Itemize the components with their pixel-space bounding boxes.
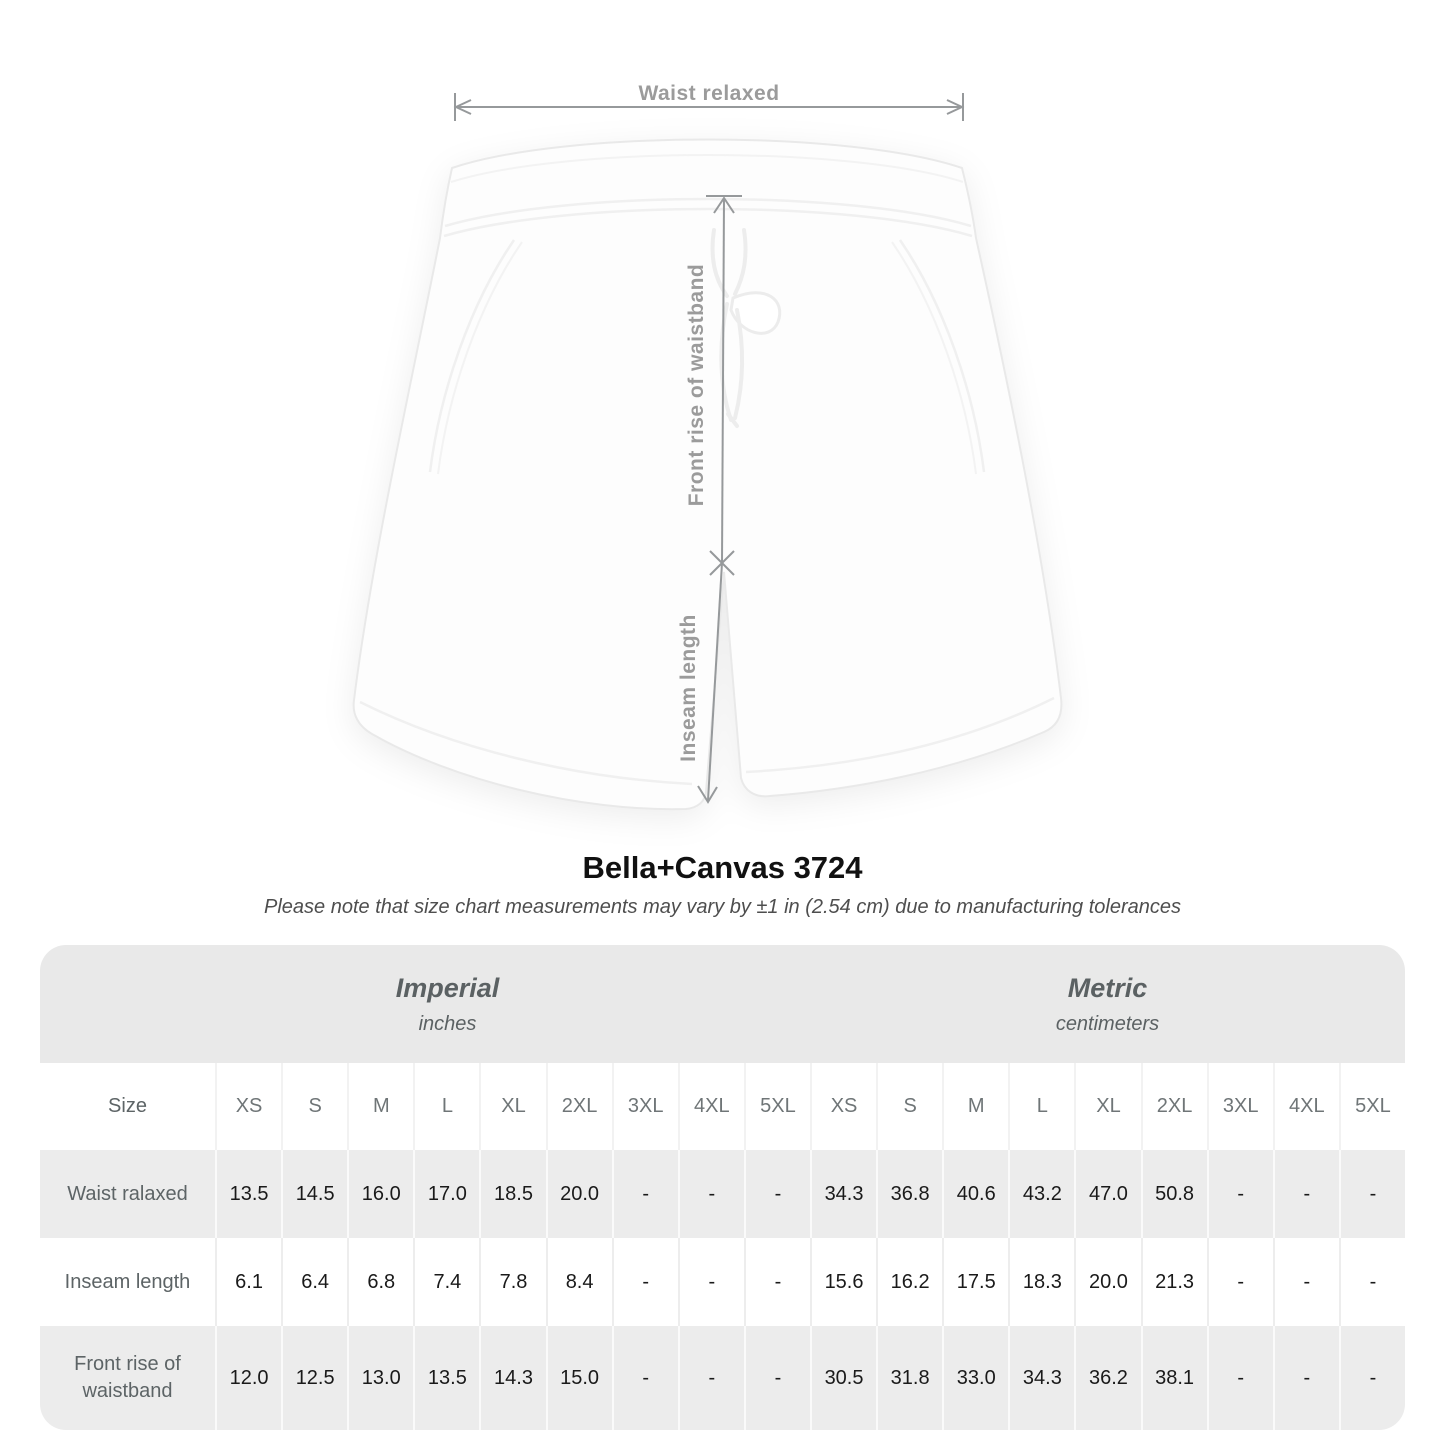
metric-value-cell: - xyxy=(1339,1238,1405,1326)
imperial-value-cell: 6.8 xyxy=(347,1238,413,1326)
imperial-value-cell: 12.5 xyxy=(281,1326,347,1430)
metric-value-cell: 21.3 xyxy=(1141,1238,1207,1326)
imperial-header xyxy=(40,945,810,1063)
metric-value-cell: 36.2 xyxy=(1074,1326,1140,1430)
metric-value-cell: 20.0 xyxy=(1074,1238,1140,1326)
imperial-value-cell: 13.0 xyxy=(347,1326,413,1430)
metric-value-cell: 34.3 xyxy=(1008,1326,1074,1430)
size-table xyxy=(40,1063,1405,1430)
imperial-value-cell: 13.5 xyxy=(413,1326,479,1430)
imperial-value-cell: 6.1 xyxy=(215,1238,281,1326)
metric-value-cell: 30.5 xyxy=(810,1326,876,1430)
front-rise-dimension-label: Front rise of waistband xyxy=(685,263,708,507)
imperial-value-cell: 14.3 xyxy=(479,1326,545,1430)
imperial-value-cell: 16.0 xyxy=(347,1150,413,1238)
size-header-cell: L xyxy=(1008,1063,1074,1150)
metric-value-cell: 34.3 xyxy=(810,1150,876,1238)
imperial-value-cell: 14.5 xyxy=(281,1150,347,1238)
inseam-dimension-label: Inseam length xyxy=(677,614,700,762)
size-table-wrap xyxy=(40,945,1405,1430)
metric-value-cell: - xyxy=(1273,1238,1339,1326)
measurement-row xyxy=(40,1326,1405,1430)
imperial-value-cell: 18.5 xyxy=(479,1150,545,1238)
metric-value-cell: 17.5 xyxy=(942,1238,1008,1326)
imperial-value-cell: 15.0 xyxy=(546,1326,612,1430)
imperial-value-cell: - xyxy=(612,1326,678,1430)
size-table-body xyxy=(40,1063,1405,1430)
imperial-value-cell: - xyxy=(744,1150,810,1238)
size-header-cell: 3XL xyxy=(612,1063,678,1150)
imperial-value-cell: 17.0 xyxy=(413,1150,479,1238)
metric-value-cell: 43.2 xyxy=(1008,1150,1074,1238)
size-header-cell: 4XL xyxy=(678,1063,744,1150)
row-label-cell: Waist ralaxed xyxy=(40,1150,215,1238)
metric-value-cell: 18.3 xyxy=(1008,1238,1074,1326)
size-header-cell: S xyxy=(281,1063,347,1150)
size-header-cell: L xyxy=(413,1063,479,1150)
size-header-cell: 2XL xyxy=(1141,1063,1207,1150)
metric-value-cell: - xyxy=(1273,1150,1339,1238)
row-label-cell: Front rise of waistband xyxy=(40,1326,215,1430)
metric-heading: Metric xyxy=(1067,972,1148,1003)
size-header-cell: M xyxy=(942,1063,1008,1150)
imperial-value-cell: - xyxy=(612,1150,678,1238)
size-header-cell: XL xyxy=(1074,1063,1140,1150)
size-header-cell: 5XL xyxy=(744,1063,810,1150)
measurement-row xyxy=(40,1150,1405,1238)
imperial-value-cell: 20.0 xyxy=(546,1150,612,1238)
imperial-value-cell: - xyxy=(678,1326,744,1430)
measurement-row xyxy=(40,1238,1405,1326)
size-header-cell: 4XL xyxy=(1273,1063,1339,1150)
metric-value-cell: 31.8 xyxy=(876,1326,942,1430)
size-header-cell: XS xyxy=(215,1063,281,1150)
metric-value-cell: 16.2 xyxy=(876,1238,942,1326)
size-header-cell: S xyxy=(876,1063,942,1150)
metric-value-cell: 47.0 xyxy=(1074,1150,1140,1238)
imperial-value-cell: - xyxy=(678,1150,744,1238)
metric-value-cell: 15.6 xyxy=(810,1238,876,1326)
imperial-value-cell: 12.0 xyxy=(215,1326,281,1430)
metric-value-cell: - xyxy=(1207,1238,1273,1326)
unit-header-band xyxy=(40,945,1405,1063)
size-column-title: Size xyxy=(40,1063,215,1150)
imperial-value-cell: - xyxy=(678,1238,744,1326)
metric-value-cell: 50.8 xyxy=(1141,1150,1207,1238)
imperial-value-cell: - xyxy=(744,1326,810,1430)
product-title: Bella+Canvas 3724 xyxy=(582,850,863,885)
metric-subheading: centimeters xyxy=(1055,1012,1160,1035)
size-header-cell: XS xyxy=(810,1063,876,1150)
metric-value-cell: - xyxy=(1207,1150,1273,1238)
imperial-value-cell: 7.8 xyxy=(479,1238,545,1326)
metric-value-cell: 38.1 xyxy=(1141,1326,1207,1430)
imperial-value-cell: - xyxy=(612,1238,678,1326)
row-label-cell: Inseam length xyxy=(40,1238,215,1326)
imperial-value-cell: 13.5 xyxy=(215,1150,281,1238)
waist-dimension-label: Waist relaxed xyxy=(638,82,780,105)
size-header-cell: 3XL xyxy=(1207,1063,1273,1150)
size-header-row xyxy=(40,1063,1405,1150)
imperial-value-cell: 7.4 xyxy=(413,1238,479,1326)
size-header-cell: M xyxy=(347,1063,413,1150)
metric-header xyxy=(810,945,1405,1063)
metric-value-cell: - xyxy=(1273,1326,1339,1430)
metric-value-cell: - xyxy=(1339,1150,1405,1238)
size-header-cell: XL xyxy=(479,1063,545,1150)
imperial-value-cell: - xyxy=(744,1238,810,1326)
imperial-heading: Imperial xyxy=(395,972,500,1003)
imperial-subheading: inches xyxy=(418,1012,477,1035)
size-header-cell: 2XL xyxy=(546,1063,612,1150)
metric-value-cell: 36.8 xyxy=(876,1150,942,1238)
imperial-value-cell: 6.4 xyxy=(281,1238,347,1326)
metric-value-cell: 33.0 xyxy=(942,1326,1008,1430)
tolerance-note: Please note that size chart measurements may vary by ±1 in (2.54 cm) due to manufacturing tolerances xyxy=(264,896,1181,918)
metric-value-cell: - xyxy=(1207,1326,1273,1430)
size-header-cell: 5XL xyxy=(1339,1063,1405,1150)
imperial-value-cell: 8.4 xyxy=(546,1238,612,1326)
metric-value-cell: 40.6 xyxy=(942,1150,1008,1238)
metric-value-cell: - xyxy=(1339,1326,1405,1430)
